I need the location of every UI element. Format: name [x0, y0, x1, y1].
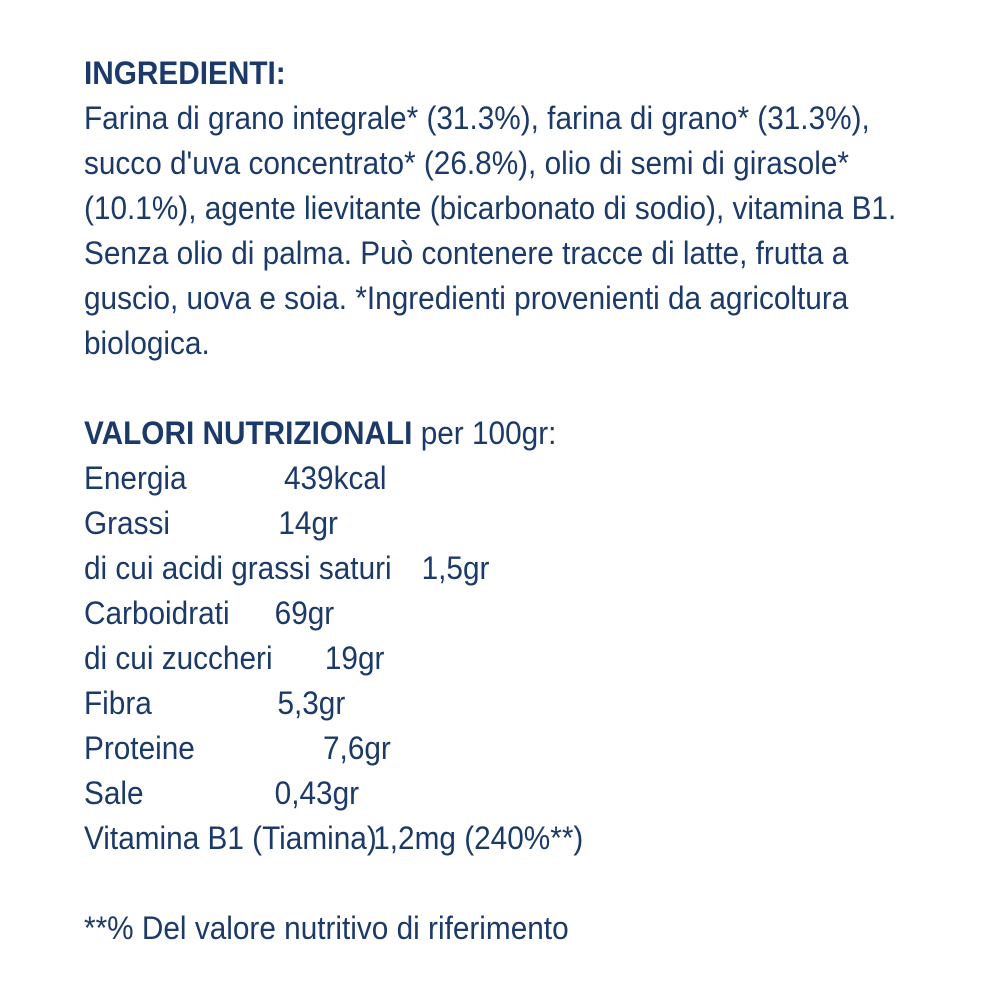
nutrition-rows — [84, 456, 1000, 861]
nutrition-row-label: di cui acidi grassi saturi — [84, 550, 392, 586]
ingredients-heading: INGREDIENTI: — [84, 55, 286, 91]
nutrition-heading — [84, 411, 1000, 456]
nutrition-row-label: Sale — [84, 775, 144, 811]
section-gap — [84, 366, 1000, 411]
nutrition-heading-unit: per 100gr: — [412, 415, 557, 451]
nutrition-row — [84, 456, 1000, 501]
ingredients-line: succo d'uva concentrato* (26.8%), olio di semi di girasole* — [84, 145, 849, 181]
nutrition-row-label: Fibra — [84, 685, 152, 721]
nutrition-row — [84, 591, 1000, 636]
nutrition-row — [84, 501, 1000, 546]
nutrition-row-value: 0,43gr — [274, 775, 360, 811]
nutrition-row-value: 69gr — [274, 595, 335, 631]
nutrition-row-value: 5,3gr — [277, 685, 346, 721]
nutrition-row — [84, 726, 1000, 771]
ingredients-line: (10.1%), agente lievitante (bicarbonato di sodio), vitamina B1. — [84, 190, 897, 226]
nutrition-row-label: Energia — [84, 460, 187, 496]
ingredients-line: guscio, uova e soia. *Ingredienti provenienti da agricoltura — [84, 280, 849, 316]
ingredients-line: Farina di grano integrale* (31.3%), farina di grano* (31.3%), — [84, 100, 870, 136]
nutrition-row-value: 1,5gr — [421, 550, 490, 586]
nutrition-row-value: 19gr — [324, 640, 385, 676]
nutrition-row-value: 439kcal — [283, 460, 387, 496]
nutrition-row-value: 14gr — [278, 505, 338, 541]
footnote: **% Del valore nutritivo di riferimento — [84, 910, 569, 946]
nutrition-row-label: di cui zuccheri — [84, 640, 273, 676]
nutrition-row — [84, 816, 1000, 861]
nutrition-row — [84, 681, 1000, 726]
section-gap — [84, 861, 1000, 906]
nutrition-row-label: Proteine — [84, 730, 195, 766]
nutrition-heading-title: VALORI NUTRIZIONALI — [84, 415, 413, 451]
nutrition-row — [84, 546, 1000, 591]
nutrition-row-label: Carboidrati — [84, 595, 230, 631]
nutrition-row-value: 7,6gr — [323, 730, 391, 766]
nutrition-row — [84, 771, 1000, 816]
nutrition-row — [84, 636, 1000, 681]
nutrition-row-label: Grassi — [84, 505, 170, 541]
nutrition-row-label: Vitamina B1 (Tiamina) — [84, 820, 377, 856]
ingredients-line: biologica. — [84, 325, 210, 361]
ingredients-line: Senza olio di palma. Può contenere tracce di latte, frutta a — [84, 235, 849, 271]
label-content — [84, 51, 1000, 951]
nutrition-row-value: 1,2mg (240%**) — [373, 820, 584, 856]
ingredients-lines — [84, 96, 1000, 366]
